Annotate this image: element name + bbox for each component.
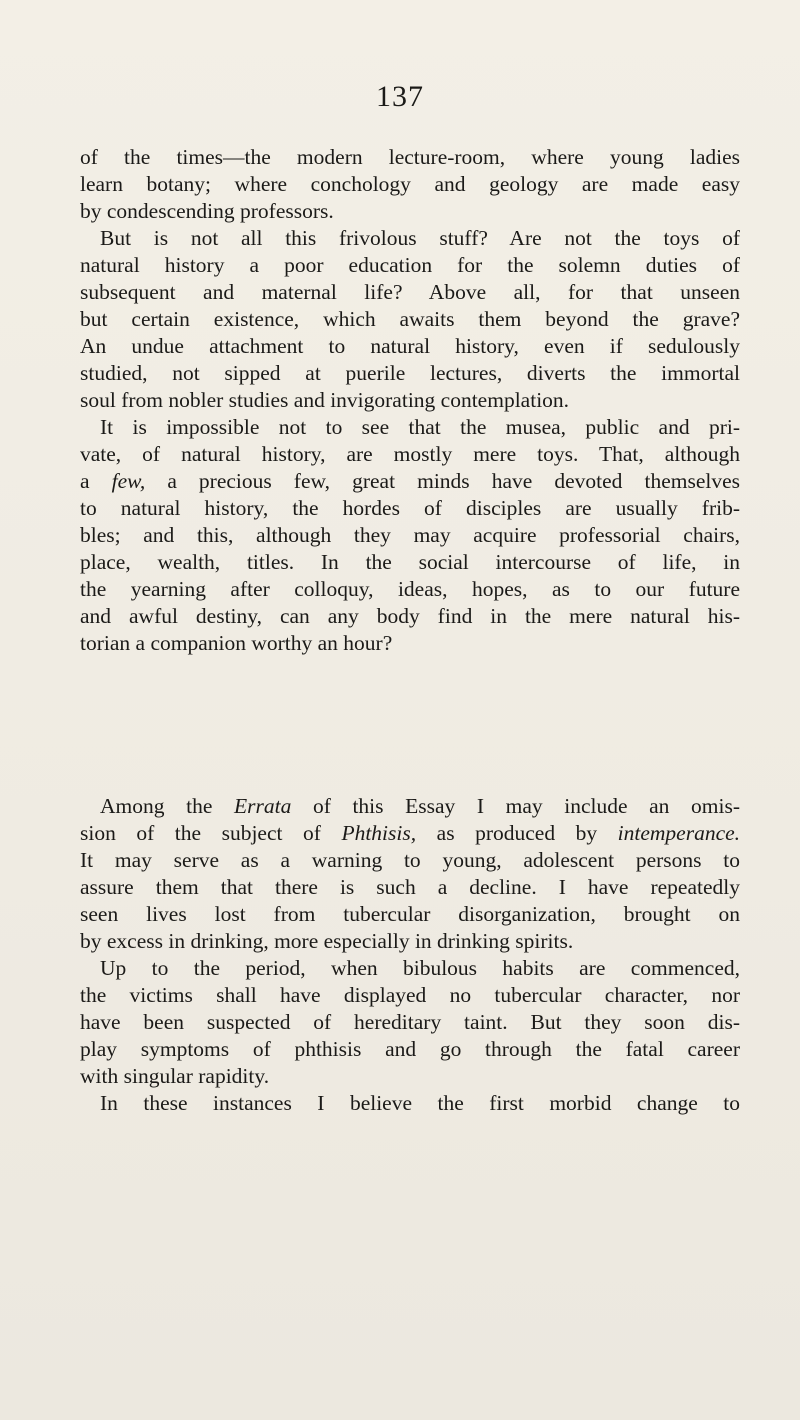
text-line: the yearning after colloquy, ideas, hopes, as to our future xyxy=(80,577,740,601)
text-line: It is impossible not to see that the musea, public and pri- xyxy=(100,415,740,439)
italic-word: intemperance. xyxy=(617,821,740,845)
text-line: But is not all this frivolous stuff? Are not the toys of xyxy=(100,226,740,250)
text-line: have been suspected of hereditary taint. But they soon dis- xyxy=(80,1010,740,1034)
italic-word: Errata xyxy=(233,794,292,818)
text-line: learn botany; where conchology and geology are made easy xyxy=(80,172,740,196)
paragraph-block-errata xyxy=(80,793,740,1117)
text-fragment: a precious few, great minds have devoted themselves xyxy=(167,469,740,493)
text-line: by condescending professors. xyxy=(80,199,334,223)
text-fragment: a xyxy=(80,469,90,493)
text-line: seen lives lost from tubercular disorganization, brought on xyxy=(80,902,740,926)
paragraph-block-natural-history xyxy=(80,144,740,657)
text-line: natural history a poor education for the solemn duties of xyxy=(80,253,740,277)
text-line: play symptoms of phthisis and go through the fatal career xyxy=(80,1037,740,1061)
text-line: An undue attachment to natural history, even if sedulously xyxy=(80,334,740,358)
text-fragment: Among the xyxy=(100,794,213,818)
text-line xyxy=(80,468,740,495)
text-fragment: of this Essay I may include an omis- xyxy=(312,794,740,818)
text-line: It may serve as a warning to young, adolescent persons to xyxy=(80,848,740,872)
text-line: bles; and this, although they may acquire professorial chairs, xyxy=(80,523,740,547)
text-line: assure them that there is such a decline. I have repeatedly xyxy=(80,875,740,899)
text-line: to natural history, the hordes of disciples are usually frib- xyxy=(80,496,740,520)
text-line xyxy=(80,793,740,820)
text-line: vate, of natural history, are mostly mere toys. That, although xyxy=(80,442,740,466)
text-line: of the times—the modern lecture-room, where young ladies xyxy=(80,145,740,169)
text-line: soul from nobler studies and invigorating contemplation. xyxy=(80,388,570,412)
text-line: Up to the period, when bibulous habits are commenced, xyxy=(100,956,740,980)
text-line: the victims shall have displayed no tubercular character, nor xyxy=(80,983,740,1007)
text-line: torian a companion worthy an hour? xyxy=(80,631,393,655)
page-number: 137 xyxy=(376,80,424,113)
italic-word: Phthisis, xyxy=(341,821,417,845)
text-line: and awful destiny, can any body find in the mere natural his- xyxy=(80,604,740,628)
text-fragment: as produced by xyxy=(436,821,598,845)
text-line: place, wealth, titles. In the social intercourse of life, in xyxy=(80,550,740,574)
italic-word: few, xyxy=(111,469,146,493)
text-line: but certain existence, which awaits them beyond the grave? xyxy=(80,307,740,331)
text-line: with singular rapidity. xyxy=(80,1064,270,1088)
text-line: studied, not sipped at puerile lectures, diverts the immortal xyxy=(80,361,740,385)
text-line: In these instances I believe the first morbid change to xyxy=(100,1091,740,1115)
text-line: subsequent and maternal life? Above all, for that unseen xyxy=(80,280,740,304)
text-line: by excess in drinking, more especially in drinking spirits. xyxy=(80,929,574,953)
text-line xyxy=(80,820,740,847)
text-fragment: sion of the subject of xyxy=(80,821,321,845)
